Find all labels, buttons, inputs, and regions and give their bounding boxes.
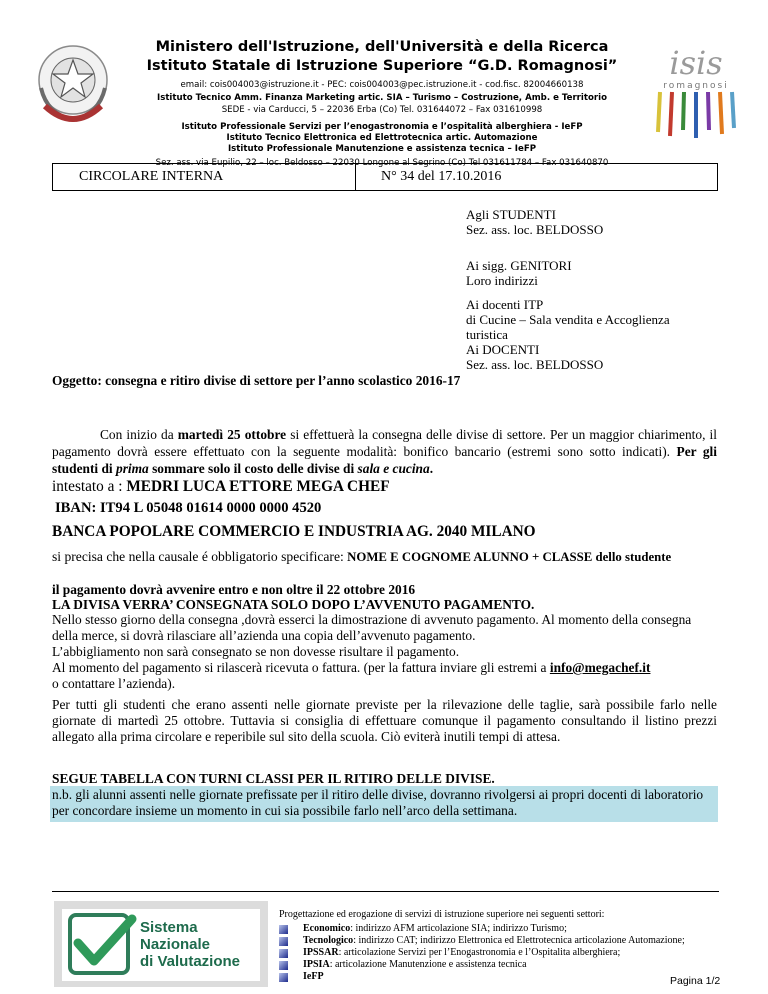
circolare-number: N° 34 del 17.10.2016 [381, 169, 502, 184]
causale: si precisa che nella causale é obbligatorio specificare: NOME E COGNOME ALUNNO + CLASSE dello studente [52, 549, 672, 564]
footer-item: IPSSAR: articolazione Servizi per l’Enogastronomia e l’Ospitalita alberghiera; [303, 947, 621, 958]
iban: IBAN: IT94 L 05048 01614 0000 0000 4520 [55, 500, 322, 516]
oggetto: Oggetto: consegna e ritiro divise di settore per l’anno scolastico 2016-17 [52, 373, 461, 388]
bullet-icon [279, 949, 288, 958]
circolare-type: CIRCOLARE INTERNA [79, 169, 224, 184]
header-sede: SEDE - via Carducci, 5 – 22036 Erba (Co) Tel. 031644072 – Fax 031610998 [221, 105, 543, 115]
footer-title: Progettazione ed erogazione di servizi di istruzione superiore nei seguenti settori: [279, 909, 605, 920]
scadenza: il pagamento dovrà avvenire entro e non oltre il 22 ottobre 2016 [52, 582, 416, 597]
snv-logo [52, 897, 270, 989]
recipient-studenti: Agli STUDENTI Sez. ass. loc. BELDOSSO [466, 207, 604, 237]
recipient-genitori: Ai sigg. GENITORI Loro indirizzi [466, 258, 572, 288]
footer-item: IPSIA: articolazione Manutenzione e assistenza tecnica [303, 959, 527, 970]
header-professionale-manutenzione: Istituto Professionale Manutenzione e assistenza tecnica – IeFP [227, 144, 537, 154]
nb-note: n.b. gli alunni assenti nelle giornate prefissate per il ritiro delle divise, dovranno rivolgersi ai propri docenti di laboratorio per concordare insieme un momento in cui sia possibile farlo nell’arco della settimana. [52, 787, 704, 818]
paragraph-pagamento: Nello stesso giorno della consegna ,dovrà esserci la dimostrazione di avvenuto pagamento. Al momento della consegna della merce, si dovrà rilasciare all’azienda una copia dell’avvenuto pagamento. L’abbigliamento non sarà consegnato se non dovesse risultare il pagamento. Al momento del pagamento si rilascerà ricevuta o fattura. (per la fattura inviare gli estremi a info@megachef.it o contattare l’azienda). [52, 612, 692, 691]
header-contacts: email: cois004003@istruzione.it - PEC: cois004003@pec.istruzione.it - cod.fisc. 82004660138 [180, 80, 584, 90]
header-institute: Istituto Statale di Istruzione Superiore “G.D. Romagnosi” [146, 58, 618, 74]
footer-item: IeFP [303, 971, 324, 982]
bullet-icon [279, 937, 288, 946]
footer-divider [52, 891, 719, 892]
header-sezione-associata: Sez. ass. via Eupilio, 22 – loc. Beldosso – 22030 Longone al Segrino (Co) Tel 031611784 – Fax 031640870 [155, 158, 609, 168]
avviso-consegna: LA DIVISA VERRA’ CONSEGNATA SOLO DOPO L’AVVENUTO PAGAMENTO. [52, 597, 535, 612]
footer-item: Economico: indirizzo AFM articolazione SIA; indirizzo Turismo; [303, 923, 567, 934]
svg-text:isis: isis [669, 44, 723, 82]
paragraph-intro: Con inizio da martedì 25 ottobre si effettuerà la consegna delle divise di settore. Per un maggior chiarimento, il pagamento dovrà essere effettuato con la seguente modalità: bonifico bancario (estremi sono sotto indicati). Per gli studenti di prima sommare solo il costo delle divise di sala e cucina. [52, 427, 717, 476]
intestato: intestato a : MEDRI LUCA ETTORE MEGA CHEF [52, 478, 390, 495]
header-tecnico: Istituto Tecnico Amm. Finanza Marketing artic. SIA – Turismo – Costruzione, Amb. e Territorio [157, 93, 607, 103]
paragraph-assenti: Per tutti gli studenti che erano assenti nelle giornate previste per la rilevazione delle taglie, sarà possibile farlo nelle giornate di martedì 25 ottobre. Tuttavia si consiglia di effettuare comunque il pagamento consultando il listino prezzi allegato alla prima circolare e reperibile sul sito della scuola. Ciò eviterà inutili tempi di attesa. [52, 697, 717, 744]
recipient-docenti: Ai docenti ITP di Cucine – Sala vendita e Accoglienza turistica Ai DOCENTI Sez. ass. loc. BELDOSSO [466, 297, 670, 372]
email-link[interactable]: info@megachef.it [549, 660, 651, 675]
banca: BANCA POPOLARE COMMERCIO E INDUSTRIA AG. 2040 MILANO [52, 523, 536, 540]
bullet-icon [279, 961, 288, 970]
header-tecnico-elettronica: Istituto Tecnico Elettronica ed Elettrotecnica artic. Automazione [226, 133, 538, 143]
isis-romagnosi-logo [648, 40, 744, 140]
circolare-type-cell [53, 164, 356, 190]
tabella-note: SEGUE TABELLA CON TURNI CLASSI PER IL RITIRO DELLE DIVISE. [52, 771, 495, 786]
bullet-icon [279, 973, 288, 982]
circolare-box [52, 163, 718, 191]
snv-text: Sistema Nazionale di Valutazione [140, 919, 241, 970]
emblem-repubblica-italiana [33, 36, 113, 132]
footer-item: Tecnologico: indirizzo CAT; indirizzo Elettronica ed Elettrotecnica articolazione Automazione; [303, 935, 685, 946]
svg-text:romagnosi: romagnosi [663, 81, 729, 91]
bullet-icon [279, 925, 288, 934]
header-professionale-servizi: Istituto Professionale Servizi per l’enogastronomia e l’ospitalità alberghiera - IeFP [181, 122, 583, 132]
page-number: Pagina 1/2 [670, 975, 721, 987]
header-ministry: Ministero dell'Istruzione, dell'Università e della Ricerca [155, 39, 609, 55]
